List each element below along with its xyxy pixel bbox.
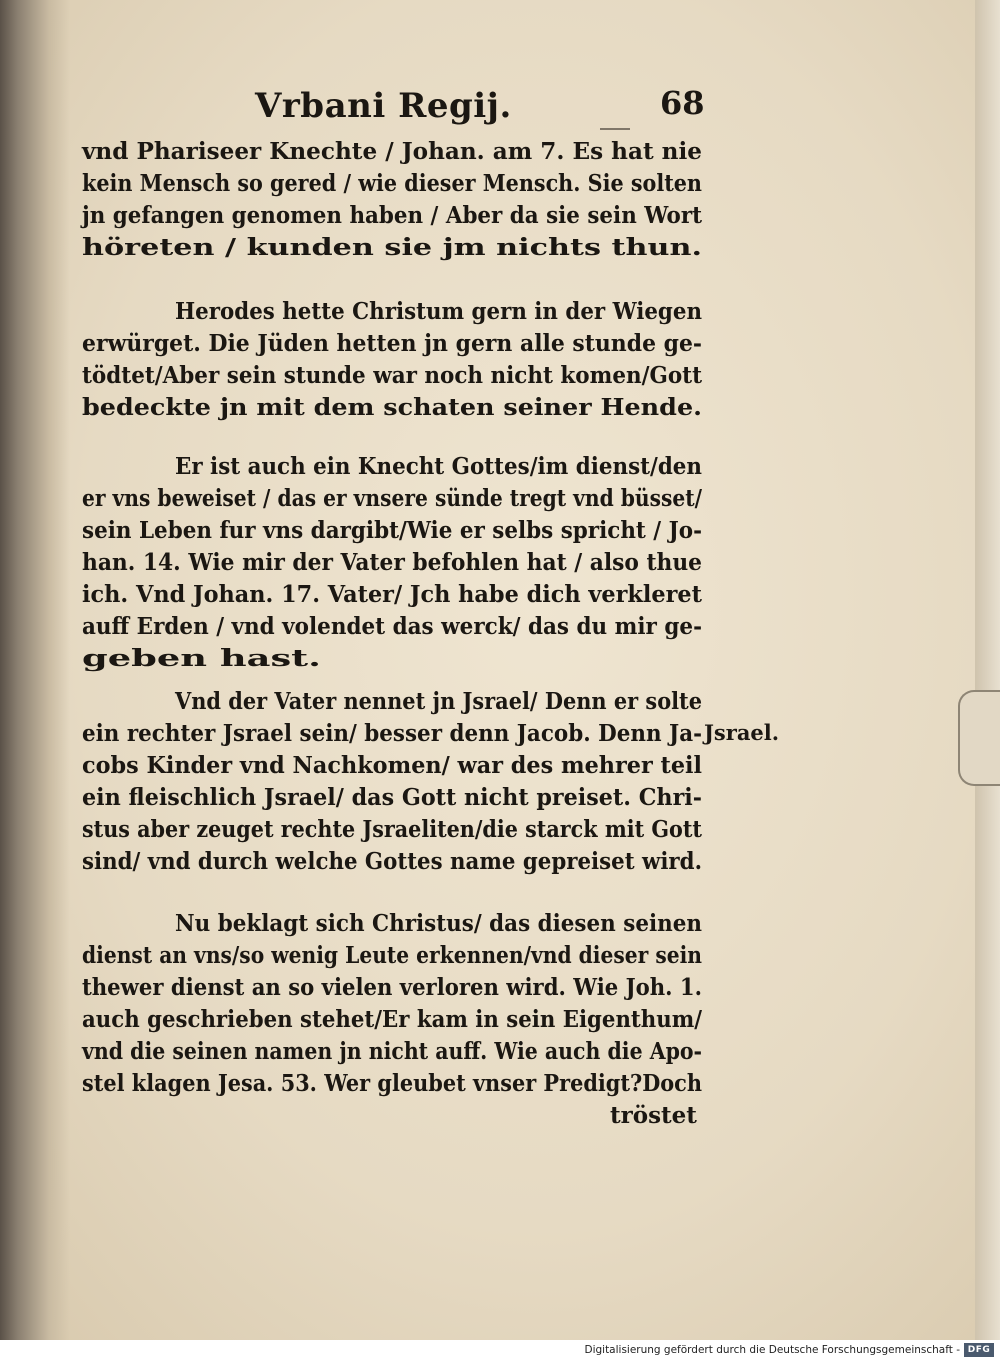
text-line: Vnd der Vater nennet jn Jsrael/ Denn er solte bbox=[175, 688, 702, 715]
text-line: sind/ vnd durch welche Gottes name gepreiset wird. bbox=[82, 848, 702, 875]
book-gutter-shadow bbox=[0, 0, 70, 1340]
text-line: vnd Phariseer Knechte / Johan. am 7. Es hat nie bbox=[82, 138, 702, 165]
text-line: tödtet/Aber sein stunde war noch nicht komen/Gott bbox=[82, 362, 702, 389]
dfg-logo: DFG bbox=[964, 1343, 994, 1357]
funding-credit: Digitalisierung gefördert durch die Deutsche Forschungsgemeinschaft - bbox=[584, 1344, 960, 1356]
running-head-title: Vrbani Regij. bbox=[255, 86, 512, 126]
text-line: ein fleischlich Jsrael/ das Gott nicht preiset. Chri- bbox=[82, 784, 702, 811]
text-line: bedeckte jn mit dem schaten seiner Hende. bbox=[82, 394, 702, 421]
text-line: geben hast. bbox=[82, 645, 321, 672]
text-line: Herodes hette Christum gern in der Wiegen bbox=[175, 298, 702, 325]
text-line: vnd die seinen namen jn nicht auff. Wie auch die Apo- bbox=[82, 1038, 702, 1065]
page-clip-tab bbox=[958, 690, 1000, 786]
text-line: han. 14. Wie mir der Vater befohlen hat / also thue bbox=[82, 549, 702, 576]
page-right-edge bbox=[975, 0, 1000, 1340]
text-line: er vns beweiset / das er vnsere sünde tregt vnd büsset/ bbox=[82, 485, 702, 512]
text-line: dienst an vns/so wenig Leute erkennen/vnd dieser sein bbox=[82, 942, 702, 969]
catchword: tröstet bbox=[610, 1102, 697, 1129]
text-line: kein Mensch so gered / wie dieser Mensch. Sie solten bbox=[82, 170, 702, 197]
text-line: stel klagen Jesa. 53. Wer gleubet vnser Predigt?Doch bbox=[82, 1070, 702, 1097]
text-line: thewer dienst an so vielen verloren wird. Wie Joh. 1. bbox=[82, 974, 702, 1001]
text-line: jn gefangen genomen haben / Aber da sie sein Wort bbox=[82, 202, 702, 229]
text-line: ich. Vnd Johan. 17. Vater/ Jch habe dich verkleret bbox=[82, 581, 702, 608]
margin-note: Jsrael. bbox=[704, 720, 780, 745]
text-line: erwürget. Die Jüden hetten jn gern alle stunde ge- bbox=[82, 330, 702, 357]
ink-mark bbox=[600, 128, 630, 130]
text-line: stus aber zeuget rechte Jsraeliten/die starck mit Gott bbox=[82, 816, 702, 843]
text-line: sein Leben fur vns dargibt/Wie er selbs spricht / Jo- bbox=[82, 517, 702, 544]
text-line: höreten / kunden sie jm nichts thun. bbox=[82, 234, 702, 261]
page-number: 68 bbox=[660, 84, 705, 122]
text-line: Nu beklagt sich Christus/ das diesen seinen bbox=[175, 910, 702, 937]
text-line: Er ist auch ein Knecht Gottes/im dienst/den bbox=[175, 453, 702, 480]
text-line: cobs Kinder vnd Nachkomen/ war des mehrer teil bbox=[82, 752, 702, 779]
text-line: auch geschrieben stehet/Er kam in sein Eigenthum/ bbox=[82, 1006, 702, 1033]
text-line: ein rechter Jsrael sein/ besser denn Jacob. Denn Ja- bbox=[82, 720, 702, 747]
text-line: auff Erden / vnd volendet das werck/ das du mir ge- bbox=[82, 613, 702, 640]
